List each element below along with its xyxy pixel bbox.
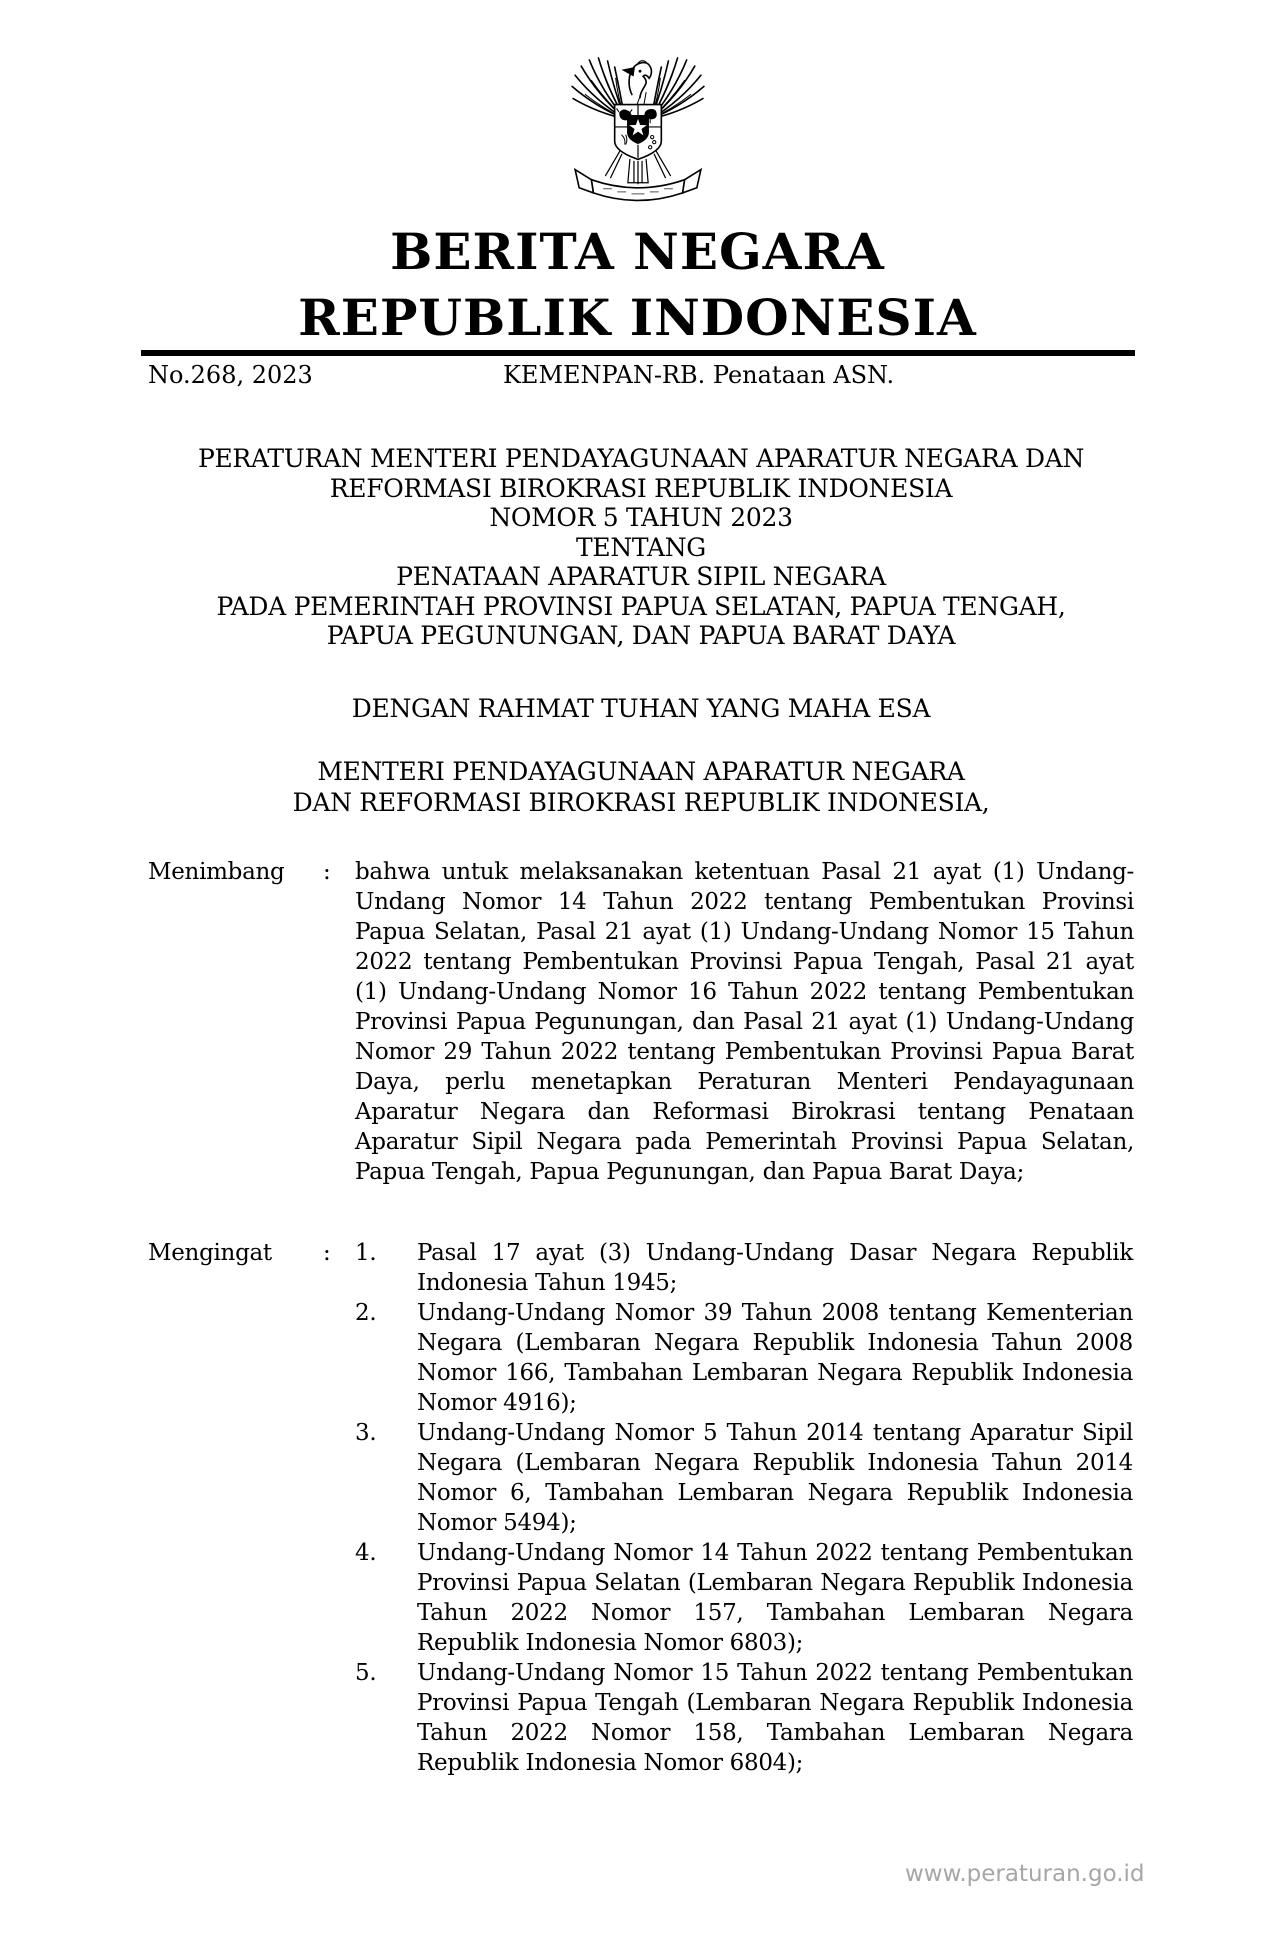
- legal-basis-item: [355, 1298, 1134, 1418]
- legal-basis-item: [355, 1658, 1134, 1778]
- gazette-issue-number: No.268, 2023: [148, 361, 313, 389]
- item-text: Pasal 17 ayat (3) Undang-Undang Dasar Negara Republik Indonesia Tahun 1945;: [417, 1240, 1133, 1296]
- footer-url: www.peraturan.go.id: [905, 1861, 1145, 1887]
- mengingat-label: Mengingat: [148, 1240, 272, 1266]
- regulation-title-line: REFORMASI BIROKRASI REPUBLIK INDONESIA: [329, 473, 953, 503]
- regulation-title-line: PERATURAN MENTERI PENDAYAGUNAAN APARATUR NEGARA DAN: [197, 444, 1085, 473]
- menimbang-text: bahwa untuk melaksanakan ketentuan Pasal 21 ayat (1) Undang-Undang Nomor 14 Tahun 2022 tentang Pembentukan Provinsi Papua Selatan, Pasal 21 ayat (1) Undang-Undang Nomor 15 Tahun 2022 tentang Pembentukan Provinsi Papua Tengah, Pasal 21 ayat (1) Undang-Undang Nomor 16 Tahun 2022 tentang Pembentukan Provinsi Papua Pegunungan, dan Pasal 21 ayat (1) Undang-Undang Nomor 29 Tahun 2022 tentang Pembentukan Provinsi Papua Barat Daya, perlu menetapkan Peraturan Menteri Pendayagunaan Aparatur Negara dan Reformasi Birokrasi tentang Penataan Aparatur Sipil Negara pada Pemerintah Provinsi Papua Selatan, Papua Tengah, Papua Pegunungan, dan Papua Barat Daya;: [355, 859, 1134, 1185]
- mengingat-colon: :: [323, 1240, 331, 1266]
- item-number: 4.: [355, 1540, 377, 1566]
- masthead-title-line2: REPUBLIK INDONESIA: [298, 288, 977, 347]
- regulation-title-block: [148, 444, 1134, 651]
- item-text: Undang-Undang Nomor 14 Tahun 2022 tentang Pembentukan Provinsi Papua Selatan (Lembaran Negara Republik Indonesia Tahun 2022 Nomor 157, Tambahan Lembaran Negara Republik Indonesia Nomor 6803);: [417, 1540, 1133, 1656]
- legal-basis-item: [355, 1418, 1134, 1538]
- masthead-divider-rule: [141, 350, 1135, 356]
- menimbang-section: [148, 857, 1134, 1187]
- item-text: Undang-Undang Nomor 39 Tahun 2008 tentang Kementerian Negara (Lembaran Negara Republik Indonesia Tahun 2008 Nomor 166, Tambahan Lembaran Negara Republik Indonesia Nomor 4916);: [417, 1300, 1133, 1416]
- legal-basis-item: [355, 1238, 1134, 1298]
- invocation-line: DENGAN RAHMAT TUHAN YANG MAHA ESA: [351, 694, 931, 723]
- gazette-subject: KEMENPAN-RB. Penataan ASN.: [503, 361, 895, 389]
- item-number: 3.: [355, 1420, 377, 1446]
- menimbang-colon: :: [323, 859, 331, 885]
- item-text: Undang-Undang Nomor 5 Tahun 2014 tentang Aparatur Sipil Negara (Lembaran Negara Republik Indonesia Tahun 2014 Nomor 6, Tambahan Lembaran Negara Republik Indonesia Nomor 5494);: [417, 1420, 1133, 1536]
- authority-line1: MENTERI PENDAYAGUNAAN APARATUR NEGARA: [317, 757, 965, 786]
- regulation-title-line: PAPUA PEGUNUNGAN, DAN PAPUA BARAT DAYA: [326, 621, 956, 650]
- regulation-title-line: NOMOR 5 TAHUN 2023: [489, 503, 793, 532]
- menimbang-label: Menimbang: [148, 859, 285, 885]
- regulation-title-line: TENTANG: [576, 532, 706, 562]
- legal-basis-item: [355, 1538, 1134, 1658]
- garuda-pancasila-icon: [567, 52, 709, 212]
- item-text: Undang-Undang Nomor 15 Tahun 2022 tentang Pembentukan Provinsi Papua Tengah (Lembaran Negara Republik Indonesia Tahun 2022 Nomor 158, Tambahan Lembaran Negara Republik Indonesia Nomor 6804);: [417, 1660, 1133, 1776]
- authority-line2: DAN REFORMASI BIROKRASI REPUBLIK INDONESIA,: [292, 787, 990, 817]
- masthead-title-line1: BERITA NEGARA: [390, 222, 885, 281]
- legal-basis-list: [355, 1238, 1134, 1778]
- authority-block: [148, 757, 1134, 818]
- item-number: 5.: [355, 1660, 377, 1686]
- regulation-title-line: PENATAAN APARATUR SIPIL NEGARA: [396, 562, 886, 591]
- item-number: 2.: [355, 1300, 377, 1326]
- regulation-title-line: PADA PEMERINTAH PROVINSI PAPUA SELATAN, PAPUA TENGAH,: [216, 591, 1066, 621]
- item-number: 1.: [355, 1240, 377, 1266]
- mengingat-section: [148, 1238, 1134, 1778]
